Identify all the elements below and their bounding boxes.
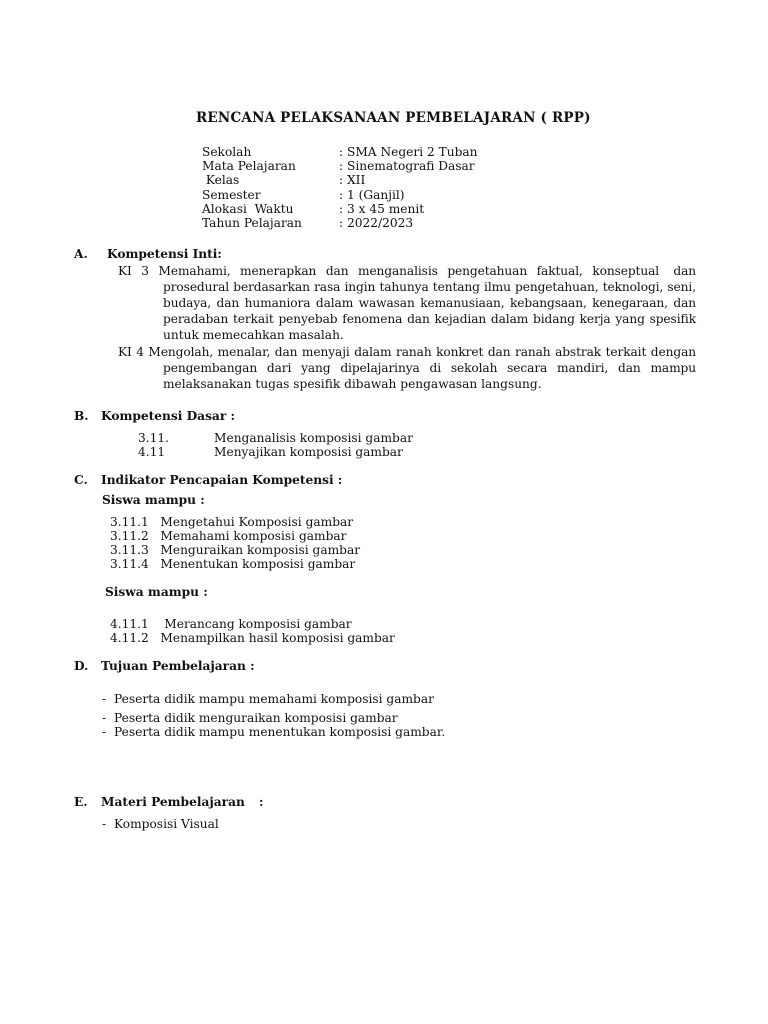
ki3-line: budaya, dan humaniora dalam wawasan kemanusiaan, kebangsaan, kenegaraan, dan: [163, 296, 696, 310]
tujuan-item: Peserta didik mampu menentukan komposisi gambar.: [114, 725, 446, 739]
section-heading: Tujuan Pembelajaran :: [101, 659, 255, 673]
section-letter: A.: [74, 247, 88, 261]
ki4-line: pengembangan dari yang dipelajarinya di sekolah secara mandiri, dan mampu: [163, 361, 696, 375]
bullet-icon: -: [102, 725, 107, 739]
ki3-line: prosedural berdasarkan rasa ingin tahunya tentang ilmu pengetahuan, teknologi, seni,: [163, 280, 696, 294]
indicator-item: 4.11.2 Menampilkan hasil komposisi gambar: [110, 631, 395, 645]
identity-value: : XII: [339, 173, 366, 187]
ki3-line: peradaban terkait penyebab fenomena dan kejadian dalam bidang kerja yang spesifik: [163, 312, 696, 326]
indicator-item: 4.11.1 Merancang komposisi gambar: [110, 617, 352, 631]
bullet-icon: -: [102, 711, 107, 725]
identity-value: : Sinematografi Dasar: [339, 159, 475, 173]
kd-text: Menganalisis komposisi gambar: [214, 431, 413, 445]
indicator-item: 3.11.4 Menentukan komposisi gambar: [110, 557, 356, 571]
identity-label: Alokasi Waktu: [202, 202, 294, 216]
identity-value: : 3 x 45 menit: [339, 202, 425, 216]
ki3-line: KI 3 Memahami, menerapkan dan menganalisis pengetahuan faktual, konseptual dan: [118, 264, 696, 278]
bullet-icon: -: [102, 692, 107, 706]
identity-label: Tahun Pelajaran: [202, 216, 302, 230]
section-heading: Kompetensi Dasar :: [101, 409, 235, 423]
identity-label: Kelas: [202, 173, 240, 187]
indicator-item: 3.11.3 Menguraikan komposisi gambar: [110, 543, 361, 557]
ki4-line: melaksanakan tugas spesifik dibawah pengawasan langsung.: [163, 377, 542, 391]
kd-text: Menyajikan komposisi gambar: [214, 445, 403, 459]
identity-label: Semester: [202, 188, 261, 202]
kd-code: 3.11.: [138, 431, 170, 445]
section-heading: Materi Pembelajaran: [101, 795, 245, 809]
ki4-line: KI 4 Mengolah, menalar, dan menyaji dalam ranah konkret dan ranah abstrak terkait dengan: [118, 345, 696, 359]
page-title: RENCANA PELAKSANAAN PEMBELAJARAN ( RPP): [196, 110, 591, 126]
section-letter: C.: [74, 473, 88, 487]
identity-value: : SMA Negeri 2 Tuban: [339, 145, 478, 159]
tujuan-item: Peserta didik menguraikan komposisi gambar: [114, 711, 398, 725]
ki3-line: untuk memecahkan masalah.: [163, 328, 344, 342]
kd-code: 4.11: [138, 445, 166, 459]
section-letter: E.: [74, 795, 88, 809]
materi-item: Komposisi Visual: [114, 817, 219, 831]
identity-label: Sekolah: [202, 145, 252, 159]
identity-label: Mata Pelajaran: [202, 159, 296, 173]
section-heading: Indikator Pencapaian Kompetensi :: [101, 473, 343, 487]
identity-value: : 1 (Ganjil): [339, 188, 405, 202]
tujuan-item: Peserta didik mampu memahami komposisi gambar: [114, 692, 434, 706]
section-colon: :: [259, 795, 264, 809]
group-label: Siswa mampu :: [102, 493, 205, 507]
section-heading: Kompetensi Inti:: [107, 247, 222, 261]
identity-value: : 2022/2023: [339, 216, 414, 230]
bullet-icon: -: [102, 817, 107, 831]
indicator-item: 3.11.1 Mengetahui Komposisi gambar: [110, 515, 354, 529]
group-label: Siswa mampu :: [105, 585, 208, 599]
section-letter: D.: [74, 659, 89, 673]
section-letter: B.: [74, 409, 89, 423]
indicator-item: 3.11.2 Memahami komposisi gambar: [110, 529, 347, 543]
